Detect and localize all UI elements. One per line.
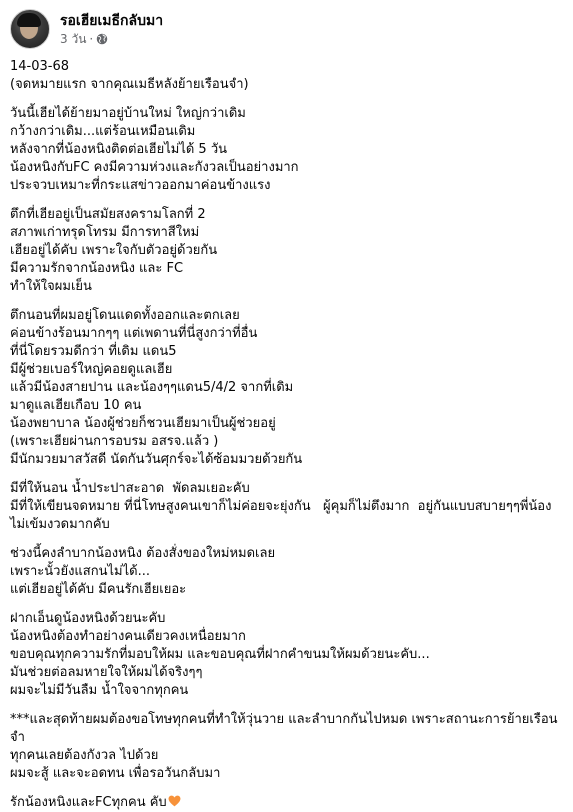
post-text-line: ประจวบเหมาะที่กระแสข่าวออกมาค่อนข้างแรง — [10, 178, 271, 193]
post-text-line: มีนักมวยมาสวัสดี นัดกันวันศุกร์จะได้ซ้อมมวยด้วยกัน — [10, 452, 303, 467]
post-paragraph — [10, 711, 561, 783]
post-text-line: ***และสุดท้ายผมต้องขอโทษทุกคนที่ทำให้วุ่นวาย และลำบากกันไปหมด เพราะสถานะการย้ายเรือนจำ — [10, 712, 558, 745]
post-text-line: ผมจะไม่มีวันลืม น้ำใจจากทุกคน — [10, 683, 189, 698]
post-text-line: (จดหมายแรก จากคุณเมธีหลังย้ายเรือนจำ) — [10, 77, 249, 92]
post-text-line: ทุกคนเลยต้องกังวล ไปด้วย — [10, 748, 159, 763]
post-body — [10, 58, 561, 812]
post-text-line: ผมจะสู้ และจะอดทน เพื่อรอวันกลับมา — [10, 766, 221, 781]
post-text-line: มาดูแลเฮียเกือบ 10 คน — [10, 398, 142, 413]
post-header — [10, 6, 561, 52]
post-paragraph — [10, 206, 561, 296]
post-meta — [60, 12, 163, 47]
post-text-line: น้องหนิงต้องทำอย่างคนเดียวคงเหนื่อยมาก — [10, 629, 246, 644]
post-text-line: มีที่ให้เขียนจดหมาย ที่นี่โทษสูงคนเขาก็ไม่ค่อยจะยุ่งกัน ผู้คุมก็ไม่ตึงมาก อยู่กันแบบสบายๆๆพี่น้อง — [10, 499, 552, 514]
post-text-line: แล้วมีน้องสายปาน และน้องๆๆแดน5/4/2 จากที่เดิม — [10, 380, 294, 395]
post-text-line: น้องหนิงกับFC คงมีความห่วงและกังวลเป็นอย่างมาก — [10, 160, 299, 175]
post-text-line: เฮียอยู่ได้คับ เพราะใจกับตัวอยู่ด้วยกัน — [10, 243, 218, 258]
post-subline — [60, 31, 163, 47]
post-text-line: ตึกที่เฮียอยู่เป็นสมัยสงครามโลกที่ 2 — [10, 207, 206, 222]
post-text-line: ช่วงนี้คงลำบากน้องหนิง ต้องสั่งของใหม่หมดเลย — [10, 546, 276, 561]
post-text-line: เพราะนั้วยังแสกนไม่ได้... — [10, 564, 150, 579]
post-text-line: ค่อนข้างร้อนมากๆๆ แต่เพดานที่นี่สูงกว่าที่อื่น — [10, 326, 258, 341]
globe-icon[interactable] — [96, 33, 108, 45]
author-name[interactable]: รอเฮียเมธีกลับมา — [60, 12, 164, 29]
post-paragraph — [10, 105, 561, 195]
post-text-line: 14-03-68 — [10, 59, 70, 74]
post-paragraph — [10, 58, 561, 94]
post-text-line: แต่เฮียอยู่ได้คับ มีคนรักเฮียเยอะ — [10, 582, 187, 597]
post-text-line: ที่นี่โดยรวมดีกว่า ที่เดิม แดน5 — [10, 344, 177, 359]
post-text-line: ทำให้ใจผมเย็น — [10, 279, 92, 294]
post-paragraph — [10, 307, 561, 469]
post-paragraph — [10, 545, 561, 599]
post-text-line: ตึกนอนที่ผมอยู่โดนแดดทั้งออกและตกเลย — [10, 308, 240, 323]
post-timestamp[interactable]: 3 วัน — [60, 31, 87, 46]
post-text-line: ฝากเอ็นดูน้องหนิงด้วยนะคับ — [10, 611, 166, 626]
post-paragraph — [10, 794, 561, 812]
post-text-line: (เพราะเฮียผ่านการอบรม อสรจ.แล้ว ) — [10, 434, 219, 449]
post-text-line: วันนี้เฮียได้ย้ายมาอยู่บ้านใหม่ ใหญ่กว่าเดิม — [10, 106, 246, 121]
post-text-line: มีผู้ช่วยเบอร์ใหญ่คอยดูแลเฮีย — [10, 362, 173, 377]
post-text-line: กว้างกว่าเดิม...แต่ร้อนเหมือนเดิม — [10, 124, 196, 139]
avatar[interactable] — [10, 9, 50, 49]
post-paragraph — [10, 610, 561, 700]
post-text-line: รักน้องหนิงและFCทุกคน คับ — [10, 794, 561, 812]
post-text-line: สภาพเก่าทรุดโทรม มีการทาสีใหม่ — [10, 225, 200, 240]
post-text-line: มีที่ให้นอน น้ำประปาสะอาด พัดลมเยอะคับ — [10, 481, 250, 496]
orange-heart-icon — [168, 795, 181, 807]
post-text-line: มันช่วยต่อลมหายใจให้ผมได้จริงๆๆ — [10, 665, 203, 680]
post-text-line: ขอบคุณทุกความรักที่มอบให้ผม และขอบคุณที่ฝากคำขนมให้ผมด้วยนะคับ... — [10, 647, 430, 662]
post-text-line: มีความรักจากน้องหนิง และ FC — [10, 261, 184, 276]
post-text-line: น้องพยาบาล น้องผู้ช่วยก็ชวนเฮียมาเป็นผู้ช่วยอยู่ — [10, 416, 276, 431]
post-paragraph — [10, 480, 561, 534]
post-text-line: ไม่เข้มงวดมากคับ — [10, 517, 110, 532]
separator-dot: · — [89, 31, 94, 46]
post-text-line: หลังจากที่น้องหนิงติดต่อเฮียไม่ได้ 5 วัน — [10, 142, 228, 157]
avatar-hair — [17, 13, 41, 27]
